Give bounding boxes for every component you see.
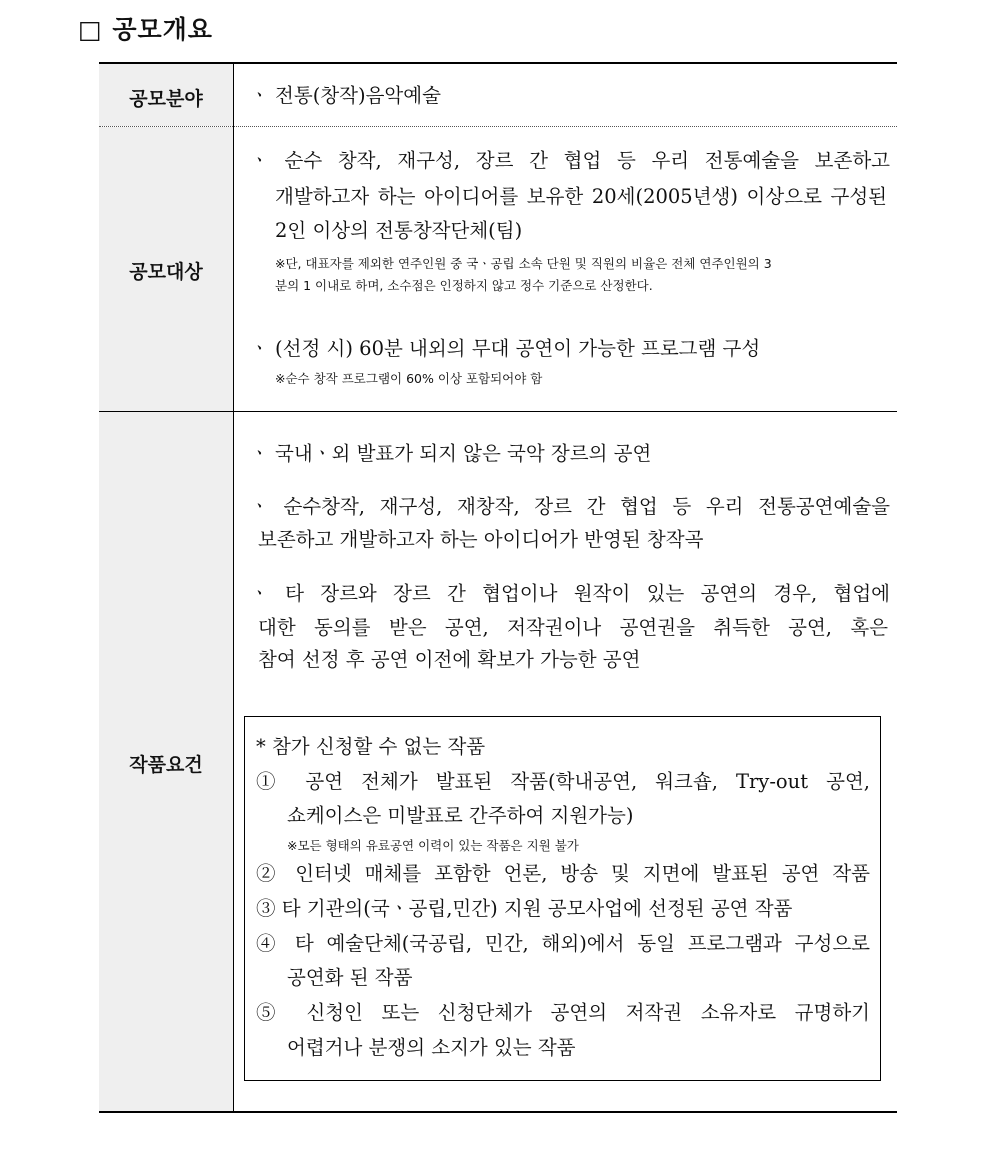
box-item1-note: ※모든 형태의 유료공연 이력이 있는 작품은 지원 불가: [287, 838, 579, 853]
target-note1-line2: 분의 1 이내로 하며, 소수점은 인정하지 않고 정수 기준으로 산정한다.: [275, 278, 653, 293]
box-item5-line1: ⑤ 신청인 또는 신청단체가 공연의 저작권 소유자로 규명하기: [256, 1001, 870, 1024]
req-bullet3-line1: ㆍ 타 장르와 장르 간 협업이나 원작이 있는 공연의 경우, 협업에: [250, 582, 890, 605]
column-divider: [233, 64, 234, 1111]
target-note2: ※순수 창작 프로그램이 60% 이상 포함되어야 함: [275, 371, 543, 386]
req-bullet2-line1: ㆍ 순수창작, 재구성, 재창작, 장르 간 협업 등 우리 전통공연예술을: [250, 495, 890, 518]
label-field: 공모분야: [129, 88, 203, 110]
req-bullet1: ㆍ 국내ㆍ외 발표가 되지 않은 국악 장르의 공연: [250, 442, 652, 465]
box-item1-line2: 쇼케이스은 미발표로 간주하여 지원가능): [287, 804, 634, 827]
table-top-border: [99, 62, 897, 64]
target-bullet2: ㆍ (선정 시) 60분 내외의 무대 공연이 가능한 프로그램 구성: [250, 337, 761, 360]
box-item4-line2: 공연화 된 작품: [287, 966, 413, 989]
target-bullet1-line3: 2인 이상의 전통창작단체(팀): [275, 219, 523, 242]
row-divider-dotted: [99, 126, 897, 127]
box-item1-line1: ① 공연 전체가 발표된 작품(학내공연, 워크숍, Try-out 공연,: [256, 770, 870, 793]
req-bullet3-line3: 참여 선정 후 공연 이전에 확보가 가능한 공연: [258, 648, 641, 671]
req-bullet3-line2: 대한 동의를 받은 공연, 저작권이나 공연권을 취득한 공연, 혹은: [258, 616, 888, 639]
label-requirements: 작품요건: [129, 754, 203, 776]
box-item3: ③ 타 기관의(국ㆍ공립,민간) 지원 공모사업에 선정된 공연 작품: [256, 897, 793, 920]
target-bullet1-line2: 개발하고자 하는 아이디어를 보유한 20세(2005년생) 이상으로 구성된: [275, 185, 887, 208]
target-note1-line1: ※단, 대표자를 제외한 연주인원 중 국ㆍ공립 소속 단원 및 직원의 비율은 전체 연주인원의 3: [275, 256, 772, 271]
field-line: ㆍ 전통(창작)음악예술: [250, 84, 441, 107]
box-item4-line1: ④ 타 예술단체(국공립, 민간, 해외)에서 동일 프로그램과 구성으로: [256, 932, 870, 955]
box-item5-line2: 어렵거나 분쟁의 소지가 있는 작품: [287, 1036, 576, 1059]
box-heading: * 참가 신청할 수 없는 작품: [256, 735, 486, 758]
table-bottom-border: [99, 1111, 897, 1113]
section-title: □ 공모개요: [78, 15, 213, 44]
row-divider: [99, 411, 897, 412]
label-target: 공모대상: [129, 261, 203, 283]
box-item2: ② 인터넷 매체를 포함한 언론, 방송 및 지면에 발표된 공연 작품: [256, 862, 870, 885]
req-bullet2-line2: 보존하고 개발하고자 하는 아이디어가 반영된 창작곡: [258, 528, 704, 551]
target-bullet1-line1: ㆍ 순수 창작, 재구성, 장르 간 협업 등 우리 전통예술을 보존하고: [250, 149, 890, 172]
